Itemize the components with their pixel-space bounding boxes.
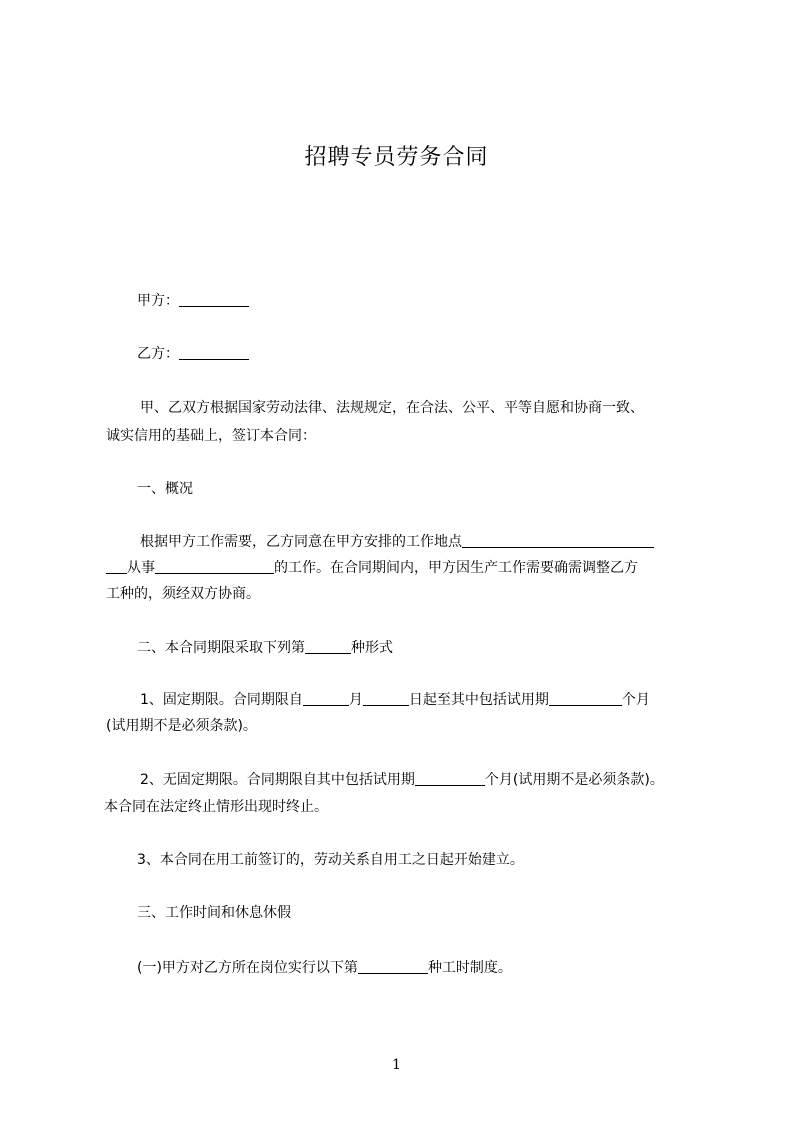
party-a-label: 甲方： [137, 293, 179, 309]
section-3-item-1 [137, 958, 512, 978]
section-3-item-1-a: (一)甲方对乙方所在岗位实行以下第 [137, 960, 358, 976]
party-b-blank [179, 345, 249, 360]
section-1-line-2-b: 的工作。在合同期间内，甲方因生产工作需要确需调整乙方 [274, 560, 638, 576]
item-1-d: 个月 [621, 692, 650, 708]
probation-months-blank [549, 691, 622, 706]
section-1-line-1-text: 根据甲方工作需要，乙方同意在甲方安排的工作地点 [140, 534, 462, 550]
party-b-line [137, 344, 249, 364]
document-title: 招聘专员劳务合同 [304, 145, 489, 170]
job-type-blank [155, 559, 274, 574]
item-2-line-2: 本合同在法定终止情形出现时终止。 [104, 799, 328, 815]
item-1-line-1 [140, 690, 650, 710]
section-1-line-2-a: 从事 [127, 560, 155, 576]
item-2-b: 个月(试用期不是必须条款)。 [484, 772, 664, 788]
section-1-line-3: 工种的，须经双方协商。 [106, 586, 260, 602]
party-b-label: 乙方： [137, 346, 179, 362]
section-1-line-2 [106, 558, 638, 578]
section-3-item-1-b: 种工时制度。 [427, 960, 512, 976]
item-1-a: 1、固定期限。合同期限自 [140, 692, 303, 708]
section-2-heading [137, 638, 393, 658]
preamble-line-2: 诚实信用的基础上，签订本合同： [106, 428, 316, 444]
section-3-heading: 三、工作时间和休息休假 [137, 905, 291, 921]
item-1-line-2: (试用期不是必须条款)。 [106, 718, 257, 734]
work-location-blank [462, 533, 654, 548]
item-1-c: 日起至其中包括试用期 [408, 692, 549, 708]
section-1-line-1 [140, 532, 654, 552]
section-1-heading: 一、概况 [137, 481, 193, 497]
section-2-heading-b: 种形式 [351, 640, 393, 656]
preamble-line-1: 甲、乙双方根据国家劳动法律、法规规定，在合法、公平、平等自愿和协商一致、 [140, 400, 644, 416]
probation-months-blank-2 [415, 771, 485, 786]
item-3: 3、本合同在用工前签订的，劳动关系自用工之日起开始建立。 [137, 852, 524, 868]
item-1-b: 月 [348, 692, 363, 708]
item-2-line-1 [140, 770, 664, 790]
working-hours-system-blank [358, 959, 428, 974]
work-location-blank-cont [106, 559, 127, 574]
item-2-a: 2、无固定期限。合同期限自其中包括试用期 [140, 772, 415, 788]
term-form-blank [305, 639, 351, 654]
page-number: 1 [392, 1057, 401, 1073]
party-a-blank [179, 292, 249, 307]
party-a-line [137, 291, 249, 311]
section-2-heading-a: 二、本合同期限采取下列第 [137, 640, 305, 656]
start-month-blank [303, 691, 349, 706]
start-day-blank [363, 691, 409, 706]
